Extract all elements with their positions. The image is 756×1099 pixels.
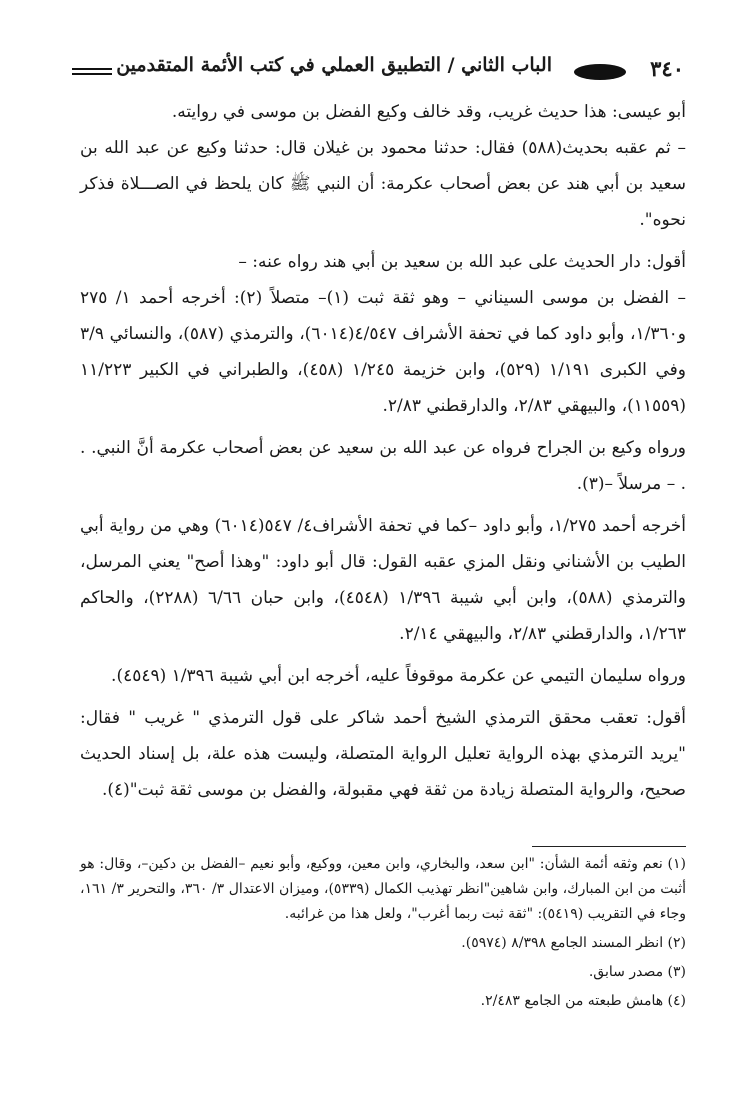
footnote: (٢) انظر المسند الجامع ٨/٣٩٨ (٥٩٧٤).: [461, 935, 686, 951]
main-text: [80, 94, 686, 814]
paragraph: – الفضل بن موسى السيناني – وهو ثقة ثبت (١)– متصلاً (٢): أخرجه أحمد ١/ ٢٧٥ و١/٣٦٠، وأبو داود كما في تحفة الأشراف ٤/٥٤٧(٦٠١٤)، والترمذي (٥٨٧)، والنسائي ٣/٩ وفي الكبرى ١/١٩١ (٥٢٩)، وابن خزيمة ١/٢٤٥ (٤٥٨)، والطبراني في الكبير ١١/٢٢٣ (١١٥٥٩)، والبيهقي ٢/٨٣، والدارقطني ٢/٨٣.: [80, 288, 687, 416]
page-number: ٣٤٠: [650, 56, 684, 81]
page-header: [72, 50, 684, 90]
header-double-rule: [72, 68, 112, 75]
paragraph: أبو عيسى: هذا حديث غريب، وقد خالف وكيع الفضل بن موسى في روايته.: [171, 102, 686, 122]
paragraph: ورواه وكيع بن الجراح فرواه عن عبد الله بن سعيد عن بعض أصحاب عكرمة أنَّ النبي. . . – مرسلاً –(٣).: [80, 438, 686, 494]
footnote: (٤) هامش طبعته من الجامع ٢/٤٨٣.: [480, 993, 686, 1009]
paragraph: أخرجه أحمد ١/٢٧٥، وأبو داود –كما في تحفة الأشراف٤/ ٥٤٧(٦٠١٤) وهي من رواية أبي الطيب بن الأشناني ونقل المزي عقبه القول: قال أبو داود: "وهذا أصح" يعني المرسل، والترمذي (٥٨٨)، وابن أبي شيبة ١/٣٩٦ (٤٥٤٨)، وابن حبان ٦/٦٦ (٢٢٨٨)، والحاكم ١/٢٦٣، والدارقطني ٢/٨٣، والبيهقي ٢/١٤.: [80, 516, 686, 644]
paragraph: أقول: دار الحديث على عبد الله بن سعيد بن أبي هند رواه عنه: –: [238, 252, 686, 272]
header-ornament-dot: [574, 64, 626, 80]
footnote: (٣) مصدر سابق.: [588, 964, 686, 980]
footnote: (١) نعم وثقه أئمة الشأن: "ابن سعد، والبخاري، وابن معين، ووكيع، وأبو نعيم –الفضل بن دكين–، وقال: هو أثبت من ابن المبارك، وابن شاهين"انظر تهذيب الكمال (٥٣٣٩)، وميزان الاعتدال ٣/ ٣٦٠، والتحرير ٣/ ١٦١، وجاء في التقريب (٥٤١٩): "ثقة ثبت ربما أغرب"، ولعل هذا من غرائبه.: [80, 856, 687, 922]
footnote-separator: [532, 846, 686, 847]
chapter-title: الباب الثاني / التطبيق العملي في كتب الأئمة المتقدمين: [116, 54, 552, 76]
footnotes: [80, 852, 686, 1018]
paragraph: ورواه سليمان التيمي عن عكرمة موقوفاً عليه، أخرجه ابن أبي شيبة ١/٣٩٦ (٤٥٤٩).: [111, 666, 686, 686]
paragraph: – ثم عقبه بحديث(٥٨٨) فقال: حدثنا محمود بن غيلان قال: حدثنا وكيع عن عبد الله بن سعيد بن أبي هند عن بعض أصحاب عكرمة: أن النبي ﷺ كان يلحظ في الصـــلاة فذكر نحوه".: [80, 138, 686, 230]
paragraph: أقول: تعقب محقق الترمذي الشيخ أحمد شاكر على قول الترمذي " غريب " فقال: "يريد الترمذي بهذه الرواية تعليل الرواية المتصلة، وليست هذه علة، بل إسناد الحديث صحيح، والرواية المتصلة زيادة من ثقة فهي مقبولة، والفضل بن موسى ثقة ثبت"(٤).: [80, 708, 686, 800]
